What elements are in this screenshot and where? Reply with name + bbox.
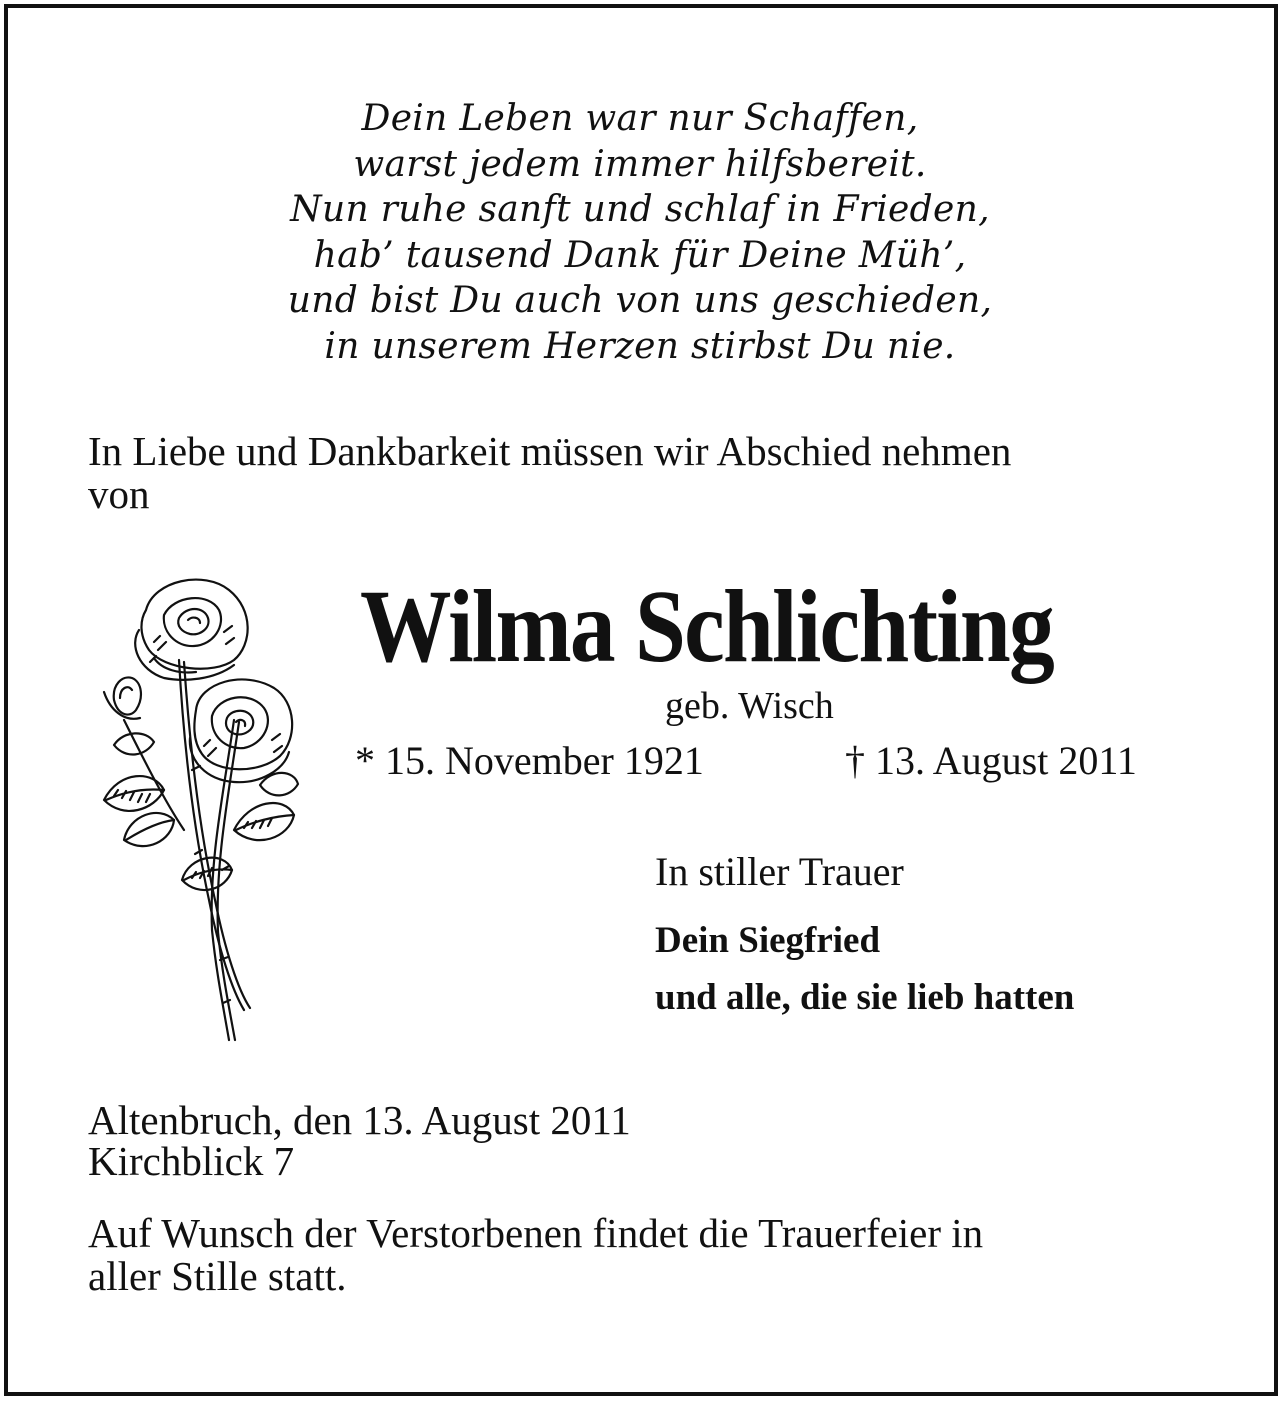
place-line: Altenbruch, den 13. August 2011	[88, 1097, 631, 1143]
poem-line: und bist Du auch von uns geschieden,	[287, 280, 993, 321]
note-line: Auf Wunsch der Verstorbenen findet die Trauerfeier in	[88, 1210, 984, 1256]
poem-line: Dein Leben war nur Schaffen,	[361, 98, 919, 139]
poem-line: in unserem Herzen stirbst Du nie.	[324, 325, 956, 367]
poem-line: hab’ tausend Dank für Deine Müh’,	[313, 234, 967, 276]
poem-line: warst jedem immer hilfsbereit.	[353, 143, 927, 185]
note-line: aller Stille statt.	[88, 1253, 347, 1299]
birth-date: * 15. November 1921	[355, 738, 704, 783]
poem-line: Nun ruhe sanft und schlaf in Frieden,	[290, 189, 990, 230]
deceased-name: Wilma Schlichting	[360, 569, 1054, 684]
address-line: Kirchblick 7	[88, 1138, 295, 1184]
rose-icon	[84, 570, 304, 1050]
death-date: † 13. August 2011	[845, 738, 1137, 783]
mourning-label: In stiller Trauer	[655, 849, 904, 894]
mourner-line: Dein Siegfried	[655, 920, 881, 961]
mourner-line: und alle, die sie lieb hatten	[655, 977, 1075, 1018]
intro-line: von	[88, 471, 150, 517]
mourners	[655, 912, 1074, 1026]
memorial-poem	[0, 96, 1280, 369]
intro-line: In Liebe und Dankbarkeit müssen wir Abschied nehmen	[88, 428, 1012, 474]
place-and-date	[88, 1097, 631, 1184]
funeral-note	[88, 1212, 983, 1298]
maiden-name: geb. Wisch	[665, 685, 834, 727]
farewell-intro	[88, 430, 1198, 516]
